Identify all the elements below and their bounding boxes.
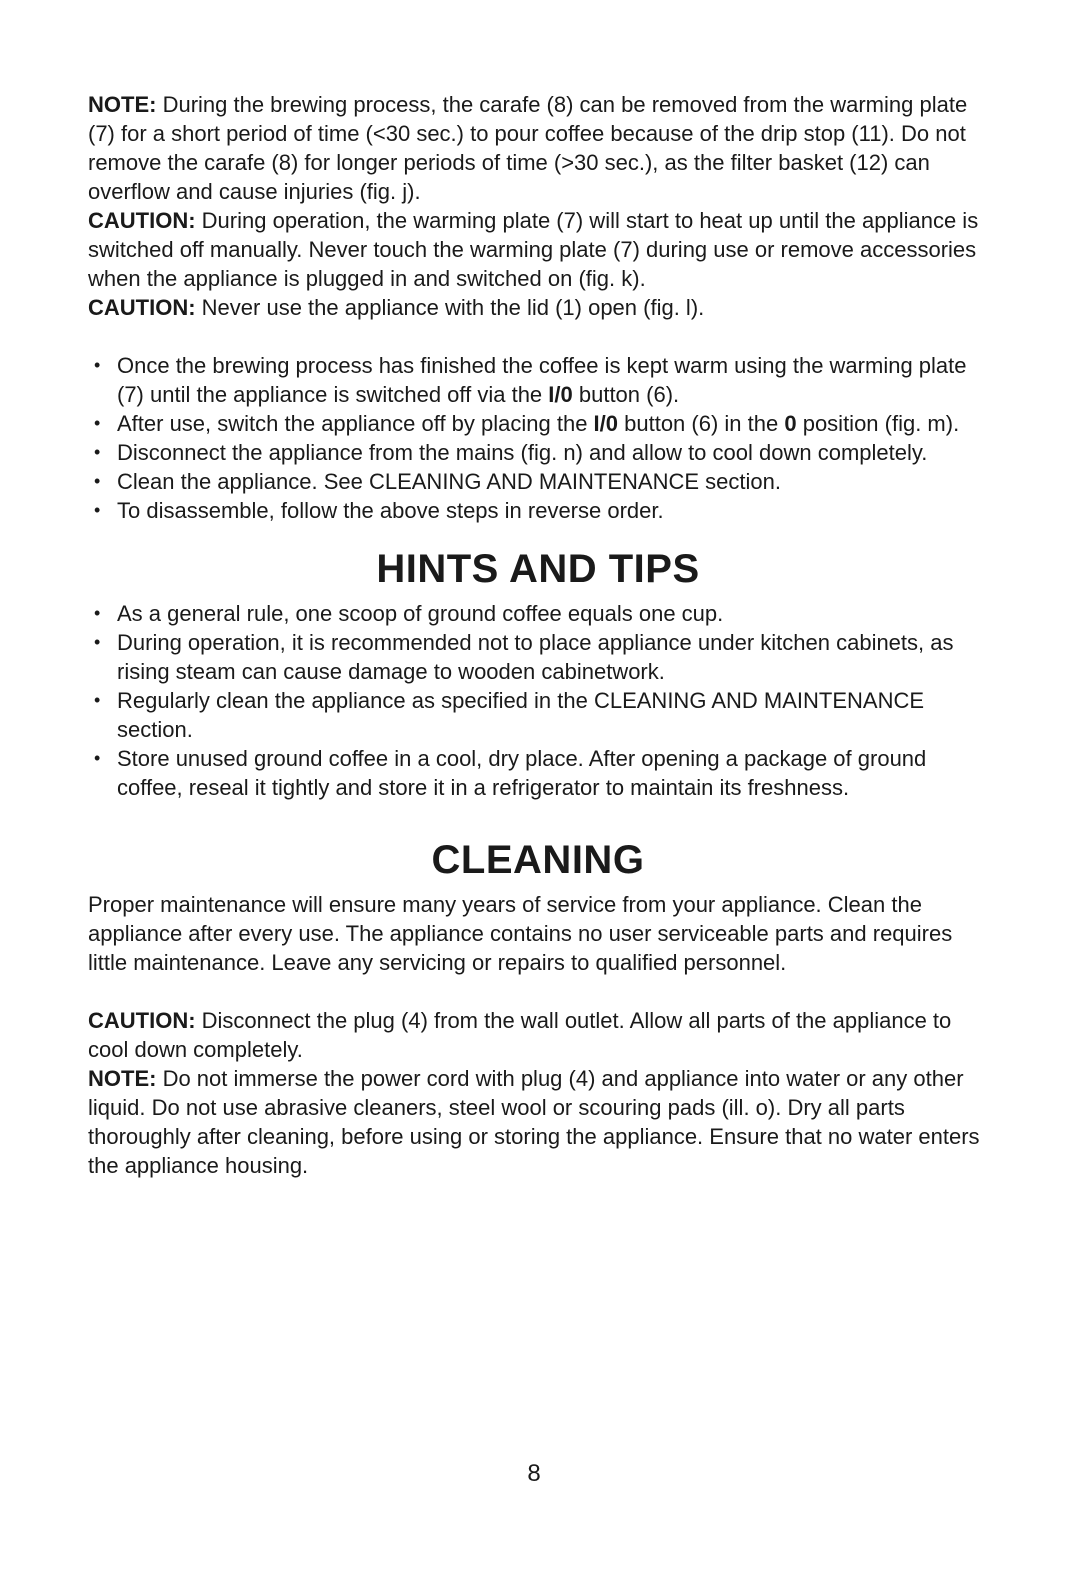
- caution-text: Disconnect the plug (4) from the wall outlet. Allow all parts of the appliance to cool down completely.: [88, 1008, 952, 1062]
- note-text: During the brewing process, the carafe (8) can be removed from the warming plate (7) for a short period of time (<30 sec.) to pour coffee because of the drip stop (11). Do not remove the carafe (8) for longer periods of time (>30 sec.), as the filter basket (12) can overflow and cause injuries (fig. j).: [88, 92, 968, 204]
- list-item: • Clean the appliance. See CLEANING AND MAINTENANCE section.: [88, 467, 988, 496]
- io-button-label: I/0: [593, 411, 619, 436]
- hints-list: [88, 599, 988, 802]
- list-item: • To disassemble, follow the above steps in reverse order.: [88, 496, 988, 525]
- cleaning-note: [88, 1064, 988, 1180]
- list-item: • Store unused ground coffee in a cool, dry place. After opening a package of ground coffee, reseal it tightly and store it in a refrigerator to maintain its freshness.: [88, 744, 988, 802]
- page-number: 8: [527, 1460, 541, 1487]
- list-item: • During operation, it is recommended not to place appliance under kitchen cabinets, as rising steam can cause damage to wooden cabinetwork.: [88, 628, 988, 686]
- cleaning-heading: CLEANING: [431, 838, 645, 882]
- manual-page: [88, 90, 988, 1180]
- list-item: • Disconnect the appliance from the mains (fig. n) and allow to cool down completely.: [88, 438, 988, 467]
- cleaning-intro: Proper maintenance will ensure many years of service from your appliance. Clean the appliance after every use. The appliance contains no user serviceable parts and requires little maintenance. Leave any servicing or repairs to qualified personnel.: [88, 892, 953, 975]
- note-label: NOTE:: [88, 92, 157, 117]
- caution-text: Never use the appliance with the lid (1) open (fig. l).: [195, 295, 705, 320]
- operation-note: [88, 90, 988, 206]
- caution-label: CAUTION:: [88, 295, 196, 320]
- note-text: Do not immerse the power cord with plug (4) and appliance into water or any other liquid. Do not use abrasive cleaners, steel wool or scouring pads (ill. o). Dry all parts thoroughly after cleaning, before using or storing the appliance. Ensure that no water enters the appliance housing.: [88, 1066, 980, 1178]
- cleaning-caution: [88, 1006, 988, 1064]
- operation-caution-2: [88, 293, 988, 322]
- list-item: • Regularly clean the appliance as specified in the CLEANING AND MAINTENANCE section.: [88, 686, 988, 744]
- list-item: • After use, switch the appliance off by placing the I/0 button (6) in the 0 position (fig. m).: [88, 409, 988, 438]
- operation-caution-1: [88, 206, 988, 293]
- note-label: NOTE:: [88, 1066, 157, 1091]
- off-position-label: 0: [784, 411, 797, 436]
- caution-label: CAUTION:: [88, 1008, 196, 1033]
- list-item: • As a general rule, one scoop of ground coffee equals one cup.: [88, 599, 988, 628]
- caution-label: CAUTION:: [88, 208, 196, 233]
- caution-text: During operation, the warming plate (7) will start to heat up until the appliance is switched off manually. Never touch the warming plate (7) during use or remove accessories when the appliance is plugged in and switched on (fig. k).: [88, 208, 979, 291]
- hints-heading: HINTS AND TIPS: [376, 547, 700, 591]
- operation-steps-list: [88, 351, 988, 525]
- io-button-label: I/0: [548, 382, 573, 407]
- list-item: • Once the brewing process has finished the coffee is kept warm using the warming plate (7) until the appliance is switched off via the I/0 button (6).: [88, 351, 988, 409]
